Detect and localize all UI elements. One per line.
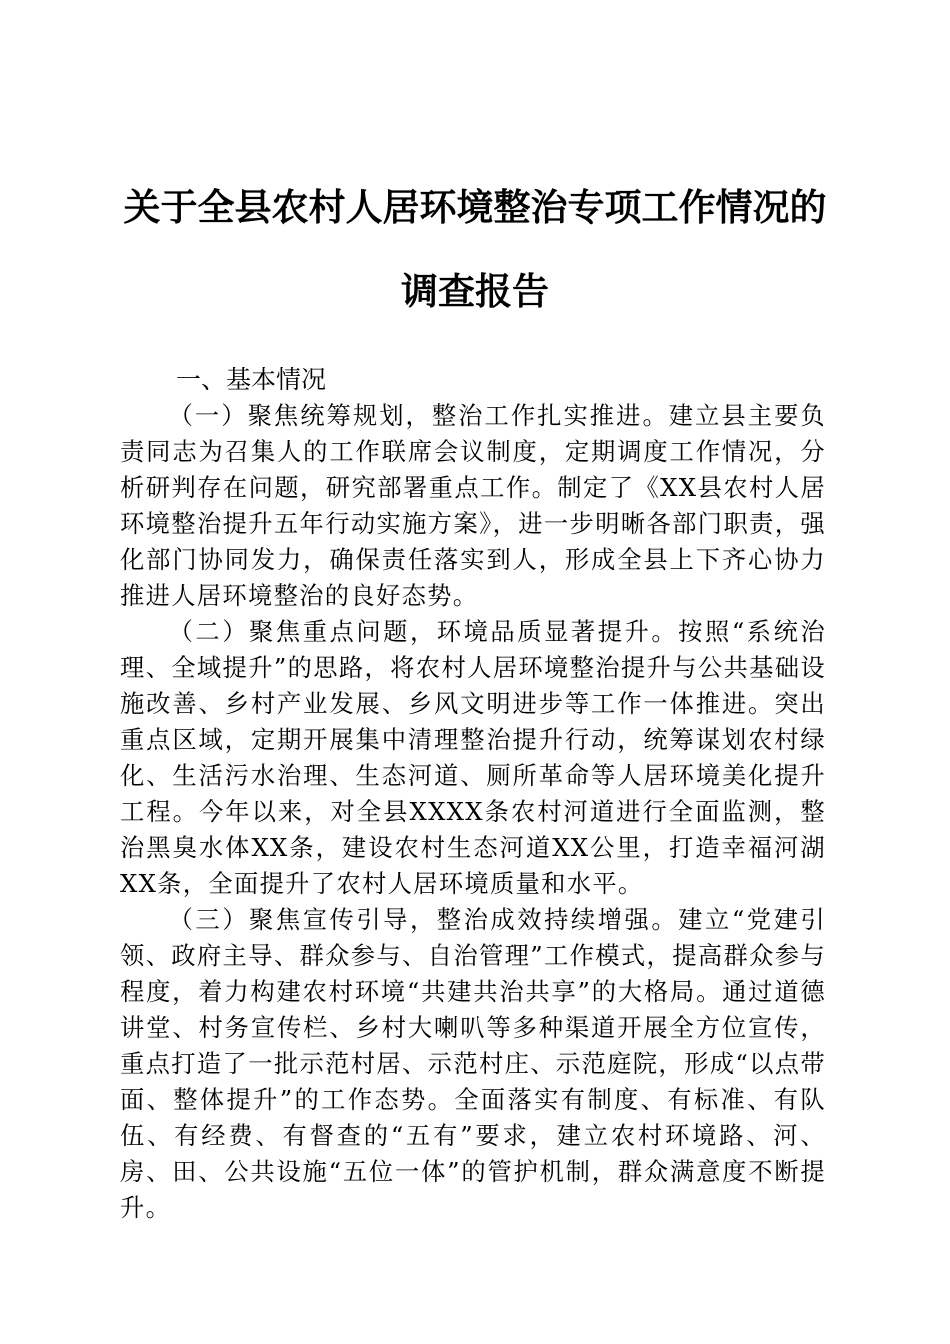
document-title: 关于全县农村人居环境整治专项工作情况的调查报告 [123, 185, 827, 313]
paragraph-1: （一）聚焦统筹规划，整治工作扎实推进。建立县主要负责同志为召集人的工作联席会议制度，定期调度工作情况，分析研判存在问题，研究部署重点工作。制定了《XX县农村人居环境整治提升五年行动实施方案》，进一步明晰各部门职责，强化部门协同发力，确保责任落实到人，形成全县上下齐心协力推进人居环境整治的良好态势。 [120, 401, 826, 610]
document-body [120, 362, 826, 1226]
section-heading-basic-situation: 一、基本情况 [176, 365, 327, 394]
paragraph-3: （三）聚焦宣传引导，整治成效持续增强。建立“党建引领、政府主导、群众参与、自治管理”工作模式，提高群众参与程度，着力构建农村环境“共建共治共享”的大格局。通过道德讲堂、村务宣传栏、乡村大喇叭等多种渠道开展全方位宣传，重点打造了一批示范村居、示范村庄、示范庭院，形成“以点带面、整体提升”的工作态势。全面落实有制度、有标准、有队伍、有经费、有督查的“五有”要求，建立农村环境路、河、房、田、公共设施“五位一体”的管护机制，群众满意度不断提升。 [120, 905, 826, 1222]
paragraph-2: （二）聚焦重点问题，环境品质显著提升。按照“系统治理、全域提升”的思路，将农村人居环境整治提升与公共基础设施改善、乡村产业发展、乡风文明进步等工作一体推进。突出重点区域，定期开展集中清理整治提升行动，统筹谋划农村绿化、生活污水治理、生态河道、厕所革命等人居环境美化提升工程。今年以来，对全县XXXX条农村河道进行全面监测，整治黑臭水体XX条，建设农村生态河道XX公里，打造幸福河湖XX条，全面提升了农村人居环境质量和水平。 [120, 617, 826, 898]
